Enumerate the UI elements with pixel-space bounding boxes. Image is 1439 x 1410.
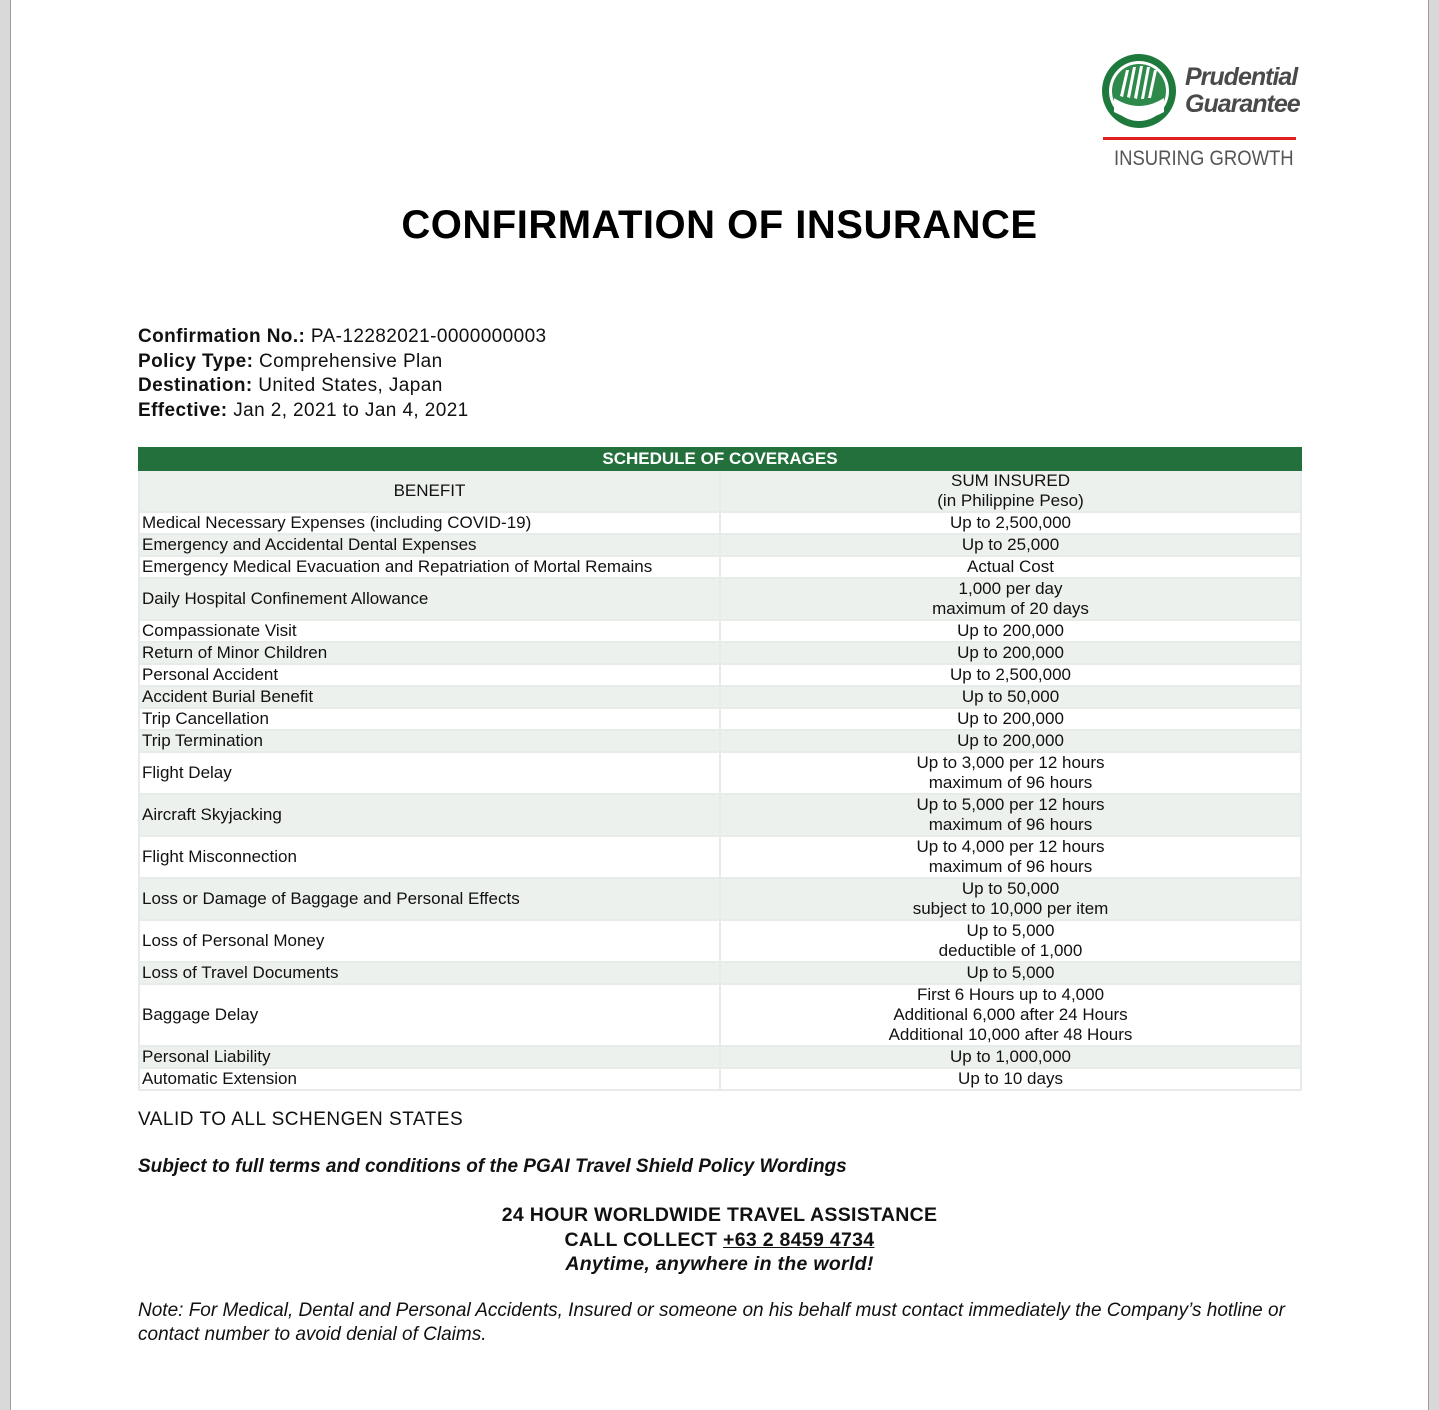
destination-row bbox=[138, 374, 547, 399]
table-row bbox=[139, 878, 1301, 920]
sum-insured-cell: Up to 25,000 bbox=[720, 534, 1301, 556]
table-row bbox=[139, 1046, 1301, 1068]
benefit-cell: Flight Delay bbox=[139, 752, 720, 794]
table-row bbox=[139, 752, 1301, 794]
table-row bbox=[139, 1068, 1301, 1090]
benefit-cell: Personal Accident bbox=[139, 664, 720, 686]
table-row bbox=[139, 578, 1301, 620]
table-row bbox=[139, 730, 1301, 752]
table-row bbox=[139, 962, 1301, 984]
benefit-cell: Loss of Travel Documents bbox=[139, 962, 720, 984]
sum-insured-cell: Up to 50,000 bbox=[720, 686, 1301, 708]
benefit-cell: Loss of Personal Money bbox=[139, 920, 720, 962]
brand-name-line1: Prudential bbox=[1185, 63, 1298, 91]
benefit-cell: Daily Hospital Confinement Allowance bbox=[139, 578, 720, 620]
sum-insured-cell: Up to 50,000 subject to 10,000 per item bbox=[720, 878, 1301, 920]
sum-insured-cell: Up to 200,000 bbox=[720, 642, 1301, 664]
sum-insured-column-header bbox=[720, 470, 1301, 512]
sum-insured-cell: Up to 1,000,000 bbox=[720, 1046, 1301, 1068]
benefit-cell: Flight Misconnection bbox=[139, 836, 720, 878]
travel-assistance bbox=[0, 1203, 1439, 1277]
effective-row bbox=[138, 399, 547, 424]
sum-insured-cell: Up to 10 days bbox=[720, 1068, 1301, 1090]
benefit-cell: Compassionate Visit bbox=[139, 620, 720, 642]
benefit-cell: Emergency and Accidental Dental Expenses bbox=[139, 534, 720, 556]
sum-insured-cell: Up to 5,000 deductible of 1,000 bbox=[720, 920, 1301, 962]
benefit-cell: Emergency Medical Evacuation and Repatriation of Mortal Remains bbox=[139, 556, 720, 578]
benefit-cell: Loss or Damage of Baggage and Personal Effects bbox=[139, 878, 720, 920]
table-title: SCHEDULE OF COVERAGES bbox=[139, 448, 1301, 470]
company-logo bbox=[1100, 52, 1300, 172]
table-row bbox=[139, 534, 1301, 556]
confirmation-row bbox=[138, 325, 547, 350]
prudential-logo-icon bbox=[1100, 52, 1178, 130]
confirmation-value: PA-12282021-0000000003 bbox=[310, 326, 547, 347]
confirmation-label: Confirmation No.: bbox=[138, 326, 306, 347]
sum-insured-cell: Up to 3,000 per 12 hours maximum of 96 hours bbox=[720, 752, 1301, 794]
benefit-cell: Trip Termination bbox=[139, 730, 720, 752]
sum-insured-cell: Up to 200,000 bbox=[720, 730, 1301, 752]
sum-insured-cell: 1,000 per day maximum of 20 days bbox=[720, 578, 1301, 620]
sum-insured-cell: Up to 5,000 bbox=[720, 962, 1301, 984]
table-row bbox=[139, 556, 1301, 578]
assistance-heading: 24 HOUR WORLDWIDE TRAVEL ASSISTANCE bbox=[501, 1204, 938, 1226]
sum-insured-cell: Up to 2,500,000 bbox=[720, 512, 1301, 534]
table-row bbox=[139, 794, 1301, 836]
destination-value: United States, Japan bbox=[258, 375, 443, 396]
call-collect-line bbox=[0, 1228, 1439, 1253]
table-title-row bbox=[139, 448, 1301, 470]
table-row bbox=[139, 984, 1301, 1046]
claims-note: Note: For Medical, Dental and Personal Accidents, Insured or someone on his behalf must contact immediately the Company’s hotline or contact number to avoid denial of Claims. bbox=[138, 1300, 1285, 1345]
schengen-note: VALID TO ALL SCHENGEN STATES bbox=[138, 1109, 464, 1130]
benefit-cell: Trip Cancellation bbox=[139, 708, 720, 730]
table-row bbox=[139, 836, 1301, 878]
benefit-column-header: BENEFIT bbox=[139, 470, 720, 512]
table-row bbox=[139, 664, 1301, 686]
coverage-table bbox=[138, 447, 1302, 1091]
assistance-tagline: Anytime, anywhere in the world! bbox=[565, 1253, 874, 1275]
sum-header-line1: SUM INSURED bbox=[950, 471, 1070, 490]
column-header-row bbox=[139, 470, 1301, 512]
sum-insured-cell: Up to 2,500,000 bbox=[720, 664, 1301, 686]
call-collect-label: CALL COLLECT bbox=[564, 1228, 718, 1251]
table-row bbox=[139, 512, 1301, 534]
policy-type-label: Policy Type: bbox=[138, 350, 254, 372]
effective-label: Effective: bbox=[138, 399, 228, 421]
table-row bbox=[139, 686, 1301, 708]
policy-type-value: Comprehensive Plan bbox=[259, 350, 443, 372]
policy-details bbox=[138, 325, 547, 423]
benefit-cell: Return of Minor Children bbox=[139, 642, 720, 664]
sum-insured-cell: Up to 200,000 bbox=[720, 620, 1301, 642]
table-row bbox=[139, 920, 1301, 962]
brand-name-line2: Guarantee bbox=[1185, 90, 1300, 118]
table-row bbox=[139, 620, 1301, 642]
phone-link[interactable]: +63 2 8459 4734 bbox=[723, 1228, 875, 1251]
brand-tagline: INSURING GROWTH bbox=[1114, 147, 1294, 170]
benefit-cell: Medical Necessary Expenses (including COVID-19) bbox=[139, 512, 720, 534]
benefit-cell: Accident Burial Benefit bbox=[139, 686, 720, 708]
effective-value: Jan 2, 2021 to Jan 4, 2021 bbox=[233, 399, 469, 421]
policy-type-row bbox=[138, 350, 547, 375]
sum-insured-cell: Up to 5,000 per 12 hours maximum of 96 hours bbox=[720, 794, 1301, 836]
document-title: CONFIRMATION OF INSURANCE bbox=[401, 203, 1038, 247]
sum-header-line2: (in Philippine Peso) bbox=[937, 491, 1084, 510]
benefit-cell: Personal Liability bbox=[139, 1046, 720, 1068]
table-row bbox=[139, 708, 1301, 730]
terms-note: Subject to full terms and conditions of the PGAI Travel Shield Policy Wordings bbox=[138, 1156, 847, 1177]
sum-insured-cell: Up to 200,000 bbox=[720, 708, 1301, 730]
table-row bbox=[139, 642, 1301, 664]
sum-insured-cell: First 6 Hours up to 4,000 Additional 6,000 after 24 Hours Additional 10,000 after 48 Hours bbox=[720, 984, 1301, 1046]
sum-insured-cell: Up to 4,000 per 12 hours maximum of 96 hours bbox=[720, 836, 1301, 878]
logo-red-rule bbox=[1103, 137, 1296, 140]
destination-label: Destination: bbox=[138, 375, 253, 396]
benefit-cell: Aircraft Skyjacking bbox=[139, 794, 720, 836]
sum-insured-cell: Actual Cost bbox=[720, 556, 1301, 578]
brand-name bbox=[1185, 64, 1300, 118]
benefit-cell: Baggage Delay bbox=[139, 984, 720, 1046]
benefit-cell: Automatic Extension bbox=[139, 1068, 720, 1090]
